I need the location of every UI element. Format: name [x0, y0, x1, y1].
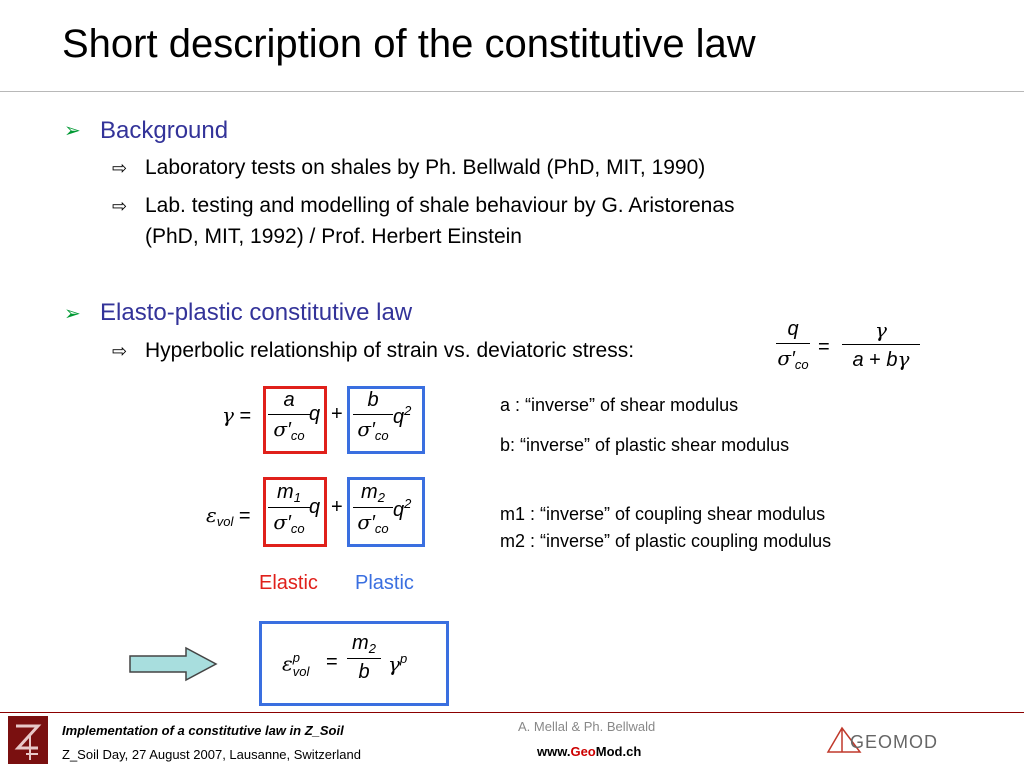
- epsilon-vol-symbol: $\varepsilon_{vol}$ =: [206, 503, 251, 529]
- double-arrow-bullet-icon: ⇨: [112, 196, 128, 216]
- arrow-bullet-icon: ➢: [64, 120, 81, 142]
- section-heading-background: Background: [100, 117, 229, 144]
- right-arrow-icon: [128, 646, 220, 682]
- geomod-logo-text: GEOMOD: [850, 732, 939, 752]
- title-divider: [0, 91, 1024, 92]
- list-item: Hyperbolic relationship of strain vs. deviatoric stress:: [145, 339, 635, 362]
- plastic-label: Plastic: [355, 572, 414, 594]
- geomod-logo-icon: [824, 722, 984, 762]
- footer-authors: A. Mellal & Ph. Bellwald: [518, 719, 656, 734]
- zsoil-logo-icon: [8, 716, 48, 764]
- list-item: Lab. testing and modelling of shale behaviour by G. Aristorenas: [145, 194, 735, 217]
- double-arrow-bullet-icon: ⇨: [112, 341, 128, 361]
- section-background: [64, 118, 81, 143]
- list-item: Laboratory tests on shales by Ph. Bellwald (PhD, MIT, 1990): [145, 156, 706, 179]
- note-b: b: “inverse” of plastic shear modulus: [500, 435, 790, 455]
- note-a: a : “inverse” of shear modulus: [500, 395, 739, 415]
- note-m2: m2 : “inverse” of plastic coupling modulus: [500, 531, 832, 551]
- arrow-bullet-icon: ➢: [64, 303, 81, 325]
- footer-event: Z_Soil Day, 27 August 2007, Lausanne, Switzerland: [62, 747, 361, 762]
- elastic-label: Elastic: [259, 572, 318, 594]
- section-elastoplastic: [64, 301, 81, 326]
- footer-title: Implementation of a constitutive law in Z_Soil: [62, 723, 344, 738]
- list-item-continuation: (PhD, MIT, 1992) / Prof. Herbert Einstein: [145, 225, 522, 248]
- slide-title: Short description of the constitutive law: [62, 22, 756, 66]
- footer-divider: [0, 712, 1024, 713]
- gamma-symbol: γ =: [222, 403, 252, 427]
- hyperbolic-formula: q $\sigma'_{co}$ = γ a + bγ: [768, 318, 928, 382]
- double-arrow-bullet-icon: ⇨: [112, 158, 128, 178]
- note-m1: m1 : “inverse” of coupling shear modulus: [500, 504, 826, 524]
- section-heading-elastoplastic: Elasto-plastic constitutive law: [100, 299, 413, 326]
- footer-url[interactable]: www.GeoMod.ch: [537, 744, 642, 759]
